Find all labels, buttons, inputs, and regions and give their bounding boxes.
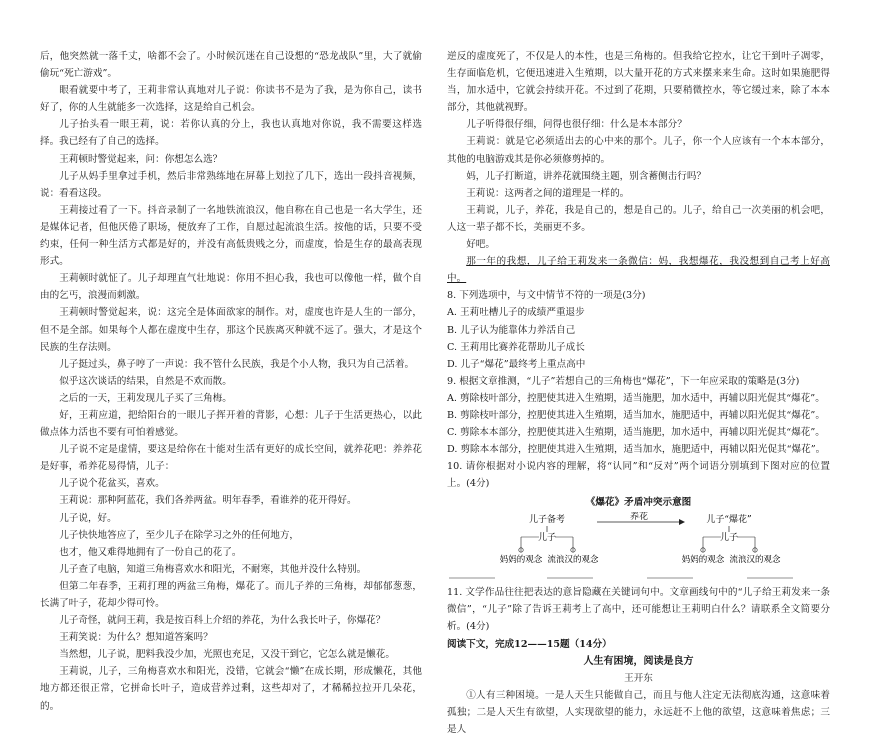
- story-paragraph: 似乎这次谈话的结果，自然是不欢而散。: [59, 375, 232, 387]
- story-paragraph: 儿子说个花盆买，喜欢。: [59, 478, 165, 490]
- diagram-node-left: 儿子: [537, 532, 557, 543]
- diagram-leaf-3: 妈妈的观念: [681, 554, 725, 565]
- story-paragraph: 眼看就要中考了，王莉非常认真地对儿子说：你读书不是为了我，是为你自己，读书好了，你的人生就能多一次选择，这是给自己机会。: [40, 85, 422, 114]
- story-paragraph: 儿子听得很仔细，问得也很仔细：什么是本本部分？: [466, 119, 687, 131]
- q8-option-d: D. 儿子“爆花”最终考上重点高中: [447, 358, 586, 370]
- right-story-text: [447, 48, 830, 253]
- conflict-diagram: [447, 512, 830, 584]
- story-paragraph: 好，王莉应道，把给阳台的一眼儿子挥开着的背影，心想：儿子于生活更热心，以此做点体力活也不要有可怕着感觉。: [40, 409, 422, 439]
- diagram-title: 《爆花》矛盾冲突示意图: [585, 497, 692, 509]
- story-paragraph: 也才，他又难得地拥有了一份自己的花了。: [59, 546, 242, 558]
- story-paragraph: 儿子说不定是虚情，要这是给你在十能对生活有更好的成长空间，就养花吧：养养花是好事，希养花易得情，儿子：: [40, 444, 422, 473]
- story-paragraph: 王莉说：那种阿蓝花，我们各养两盆。明年春季，看谁养的花开得好。: [59, 495, 357, 507]
- story-paragraph: 儿子说，好。: [59, 512, 117, 524]
- story-paragraph: 但第二年春季，王莉打理的两盆三角梅，爆花了。而儿子养的三角梅，却郁郁葱葱，长满了叶子，花却少得可怜。: [40, 580, 422, 609]
- story-paragraph: 儿子从妈手里拿过手机，然后非常熟练地在屏幕上划拉了几下，选出一段抖音视频，说：看看这段。: [40, 170, 422, 199]
- diagram-left-top: 儿子备考: [528, 514, 566, 525]
- q10-stem: 10. 请你根据对小说内容的理解，将“认同”和“反对”两个词语分别填到下图对应的位置上。(4分): [447, 461, 830, 490]
- section2-heading: 阅读下文，完成12——15题（14分）: [447, 638, 612, 650]
- story-paragraph: 儿子查了电脑，知道三角梅喜欢水和阳光，不耐寒，其他并没什么特别。: [59, 563, 367, 575]
- article-paragraph-1: ①人有三种困境。一是人天生只能做自己，而且与他人注定无法彻底沟通，这意味着孤独；二是人天生有欲望，人实现欲望的能力，永远赶不上他的欲望，这意味着焦虑；三是人: [447, 690, 830, 736]
- story-paragraph: 儿子挺过头，鼻子哼了一声说：我不管什么民族，我是个小人物，我只为自己活着。: [59, 358, 415, 370]
- story-paragraph: 后，他突然就一落千丈，啥都不会了。小时候沉迷在自己设想的“恐龙战队”里，大了就偷偷玩“死亡游戏”。: [40, 51, 422, 80]
- story-paragraph: 王莉接过看了一下。抖音录制了一名地铁流浪汉，他自称在自己也是一名大学生，还是媒体记者，但他厌倦了职场，便放弃了工作，自愿过起流浪生活。按他的话，只要不受约束，任何一种生活方式都是好的，并没有高低贵贱之分，而虚度，恰是生存的最高表现形式。: [40, 204, 422, 268]
- story-paragraph: 王莉说，儿子，养花，我是自己的，想是自己的。儿子，给自己一次美丽的机会吧，人这一辈子都不长，美丽更不多。: [447, 204, 830, 233]
- right-column: [447, 48, 830, 738]
- story-paragraph: 王莉说：这两者之间的道理是一样的。: [466, 187, 630, 199]
- q8-stem: 8. 下列选项中，与文中情节不符的一项是(3分): [447, 290, 646, 302]
- story-paragraph: 儿子快快地答应了，至少儿子在除学习之外的任何地方，: [59, 529, 300, 541]
- diagram-leaf-2: 流浪汉的观念: [547, 554, 599, 565]
- story-paragraph: 妈，儿子打断道，讲养花就围绕主题，别含蓄侧击行吗？: [466, 170, 707, 182]
- q9-stem: 9. 根据文章推测，“儿子”若想自己的三角梅也“爆花”，下一年应采取的策略是(3分): [447, 375, 800, 387]
- diagram-arrow-label: 养花: [629, 511, 649, 522]
- story-paragraph: 好吧。: [466, 239, 495, 251]
- diagram-leaf-4: 流浪汉的观念: [729, 554, 781, 565]
- story-paragraph: 王莉说：就是它必须适出去的心中来的那个。儿子，你一个人应该有一个本本部分，其他的电脑游戏其是你必须修剪掉的。: [447, 136, 830, 165]
- story-paragraph: 王莉笑说：为什么？想知道答案吗？: [59, 632, 213, 644]
- q8-option-b: B. 儿子认为能靠体力养活自己: [447, 324, 576, 336]
- story-paragraph: 王莉顿时就怔了。儿子却理直气壮地说：你用不担心我，我也可以像他一样，做个自由的乞丐，浪漫而刺激。: [40, 273, 422, 302]
- story-paragraph: 王莉顿时警觉起来，说：这完全是体面欲家的制作。对，虚度也许是人生的一部分，但不是全部。如果每个人都在虚度中生存，那这个民族离灭种就不远了。强大，才是这个民族的生存法则。: [40, 307, 422, 353]
- q9-option-b: B. 剪除枝叶部分，控肥使其进入生殖期，适当加水，施肥适中，再辅以阳光促其“爆花”。: [447, 409, 825, 421]
- story-paragraph: 逆反的虚度死了，不仅是人的本性，也是三角梅的。但我给它控水，让它干到叶子凋零，生存面临危机，它便迅速进入生殖期，以大量开花的方式来摆来来生命。这时如果施肥得当，加水适中，它就会持续开花。不过到了花期，只要稍微控水，等它缓过来，除了本本部分，其他就视野。: [447, 51, 830, 114]
- diagram-leaf-1: 妈妈的观念: [499, 554, 543, 565]
- diagram-node-right: 儿子: [719, 532, 739, 543]
- q9-option-a: A. 剪除枝叶部分，控肥使其进入生殖期，适当施肥，加水适中，再辅以阳光促其“爆花”。: [447, 392, 825, 404]
- underlined-sentence: 那一年的我想，儿子给王莉发来一条微信：妈，我想爆花，我没想到自己考上好高中。: [447, 256, 830, 285]
- story-paragraph: 当然想，儿子说，肥料我没少加，光照也充足，又没干到它，它怎么就是懒花。: [59, 649, 395, 661]
- q9-option-d: D. 剪除本本部分，控肥使其进入生殖期，适当加水，施肥适中，再辅以阳光促其“爆花”。: [447, 444, 826, 456]
- article-title: 人生有困境，阅读是良方: [583, 655, 694, 667]
- q9-option-c: C. 剪除本本部分，控肥使其进入生殖期，适当施肥，加水适中，再辅以阳光促其“爆花”。: [447, 427, 825, 439]
- story-paragraph: 王莉顿时警觉起来，问：你想怎么选？: [59, 153, 223, 165]
- q8-option-c: C. 王莉用比赛养花帮助儿子成长: [447, 341, 585, 353]
- diagram-right-top: 儿子“爆花”: [706, 514, 752, 525]
- story-paragraph: 儿子奇怪，就问王莉，我是按百科上介绍的养花，为什么我长叶子，你爆花？: [59, 615, 386, 627]
- q11-stem: 11. 文学作品往往把表达的意旨隐藏在关键词句中。文章画线句中的“儿子给王莉发来一条微信”，“儿子”除了告诉王莉考上了高中，还可能想让王莉明白什么？请联系全文简要分析。(4分): [447, 586, 830, 632]
- arrow-head: [679, 519, 685, 525]
- article-author: 王开东: [624, 673, 653, 684]
- story-paragraph: 王莉说，儿子，三角梅喜欢水和阳光，没错，它就会“懒”在成长期，形成懒花，其他地方都还很正常，它拼命长叶子，造成营养过剩，这些却对了，才稀稀拉拉开几朵花，的。: [40, 666, 422, 712]
- story-paragraph: 儿子抬头看一眼王莉，说：若你认真的分上，我也认真地对你说，我不需要这样选择。我已经有了自己的选择。: [40, 119, 422, 148]
- q8-option-a: A. 王莉吐槽儿子的成绩严重退步: [447, 307, 585, 319]
- story-paragraph: 之后的一天，王莉发现儿子买了三角梅。: [59, 392, 232, 404]
